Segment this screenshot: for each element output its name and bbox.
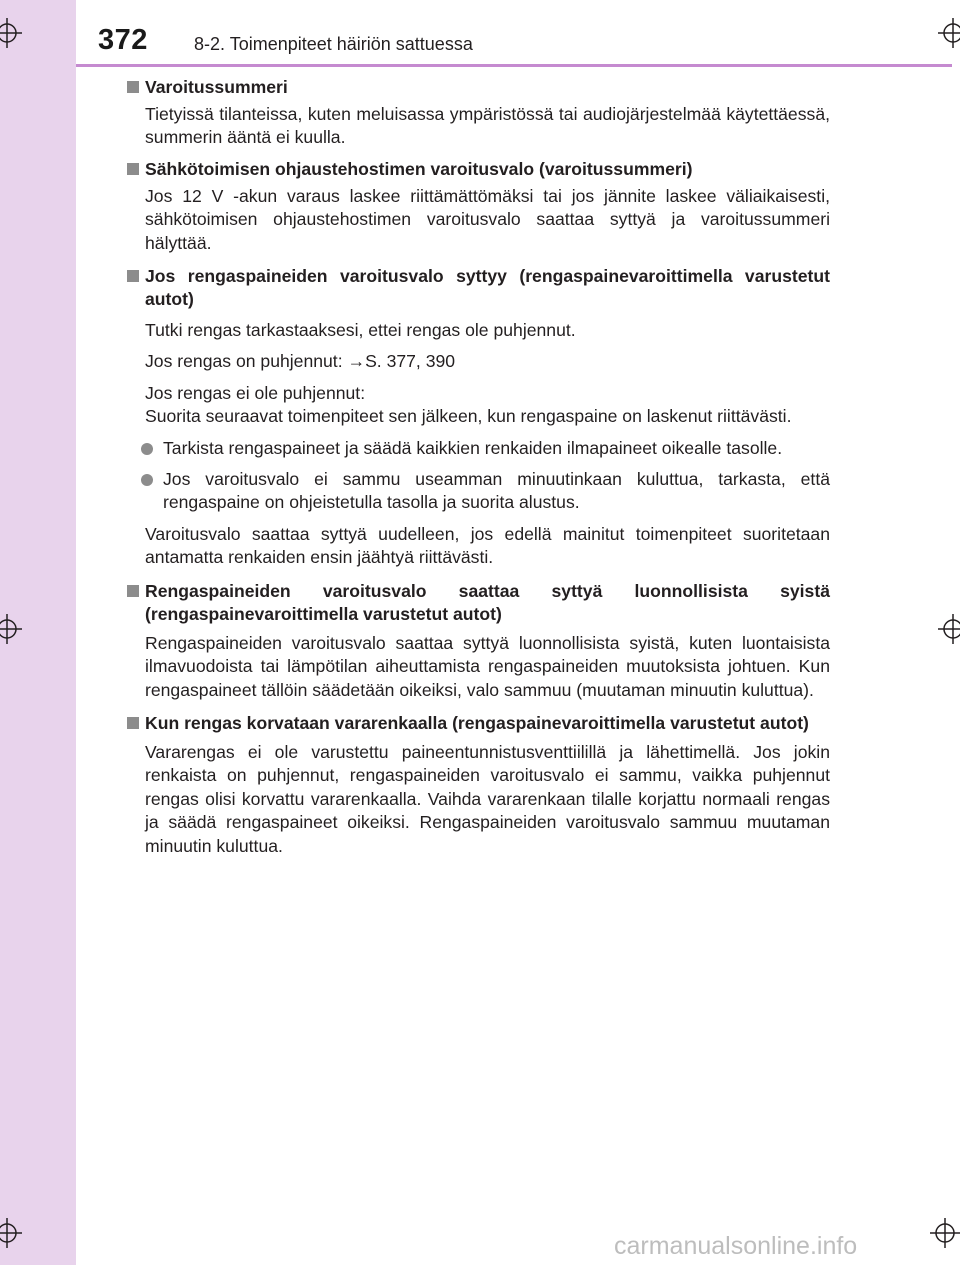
bullet-item xyxy=(127,437,830,460)
header-rule xyxy=(76,64,952,67)
registration-mark-icon xyxy=(0,18,22,48)
section-heading-text: Kun rengas korvataan vararenkaalla (rengaspainevaroittimella varustetut autot) xyxy=(145,712,809,733)
bullet-text: Tarkista rengaspaineet ja säädä kaikkien renkaiden ilmapaineet oikealle tasolle. xyxy=(163,437,783,458)
watermark: carmanualsonline.info xyxy=(614,1232,858,1260)
registration-mark-icon xyxy=(930,1218,960,1248)
bullet-item xyxy=(127,468,830,515)
paragraph: Rengaspaineiden varoitusvalo saattaa syttyä luonnollisista syistä, kuten luontaisista ilmavuodoista tai lämpötilan aiheuttamista rengaspaineiden muutoksista johtuen. Kun rengaspaineet tällöin säädetään oikeiksi, valo sammuu (muutaman minuutin kuluttua). xyxy=(145,632,830,700)
bullet-dot-icon xyxy=(141,474,153,486)
registration-mark-icon xyxy=(938,18,960,48)
registration-mark-icon xyxy=(938,614,960,644)
paragraph: Tutki rengas tarkastaaksesi, ettei rengas ole puhjennut. xyxy=(145,320,576,341)
paragraph: Suorita seuraavat toimenpiteet sen jälkeen, kun rengaspaine on laskenut riittävästi. xyxy=(145,406,792,427)
paragraph: Vararengas ei ole varustettu paineentunnistusventtiilillä ja lähettimellä. Jos jokin renkaista on puhjennut, rengaspaineiden varoitusvalo ei sammu, vaikka puhjennut rengas olisi korvattu vararenkaalla. Vaihda vararenkaan tilalle korjattu normaali rengas ja säädä rengaspaineet oikeiksi. Rengaspaineiden varoitusvalo sammuu muutaman minuutin kuluttua. xyxy=(145,741,830,856)
paragraph: Varoitusvalo saattaa syttyä uudelleen, jos edellä mainitut toimenpiteet suoritetaan antamatta renkaiden ensin jäähtyä riittävästi. xyxy=(145,523,830,568)
registration-mark-icon xyxy=(0,1218,22,1248)
section-heading-text: Rengaspaineiden varoitusvalo saattaa syttyä luonnollisista syistä (rengaspainevaroittimella varustetut autot) xyxy=(145,580,830,624)
section-heading xyxy=(127,712,830,735)
paragraph: Jos rengas on puhjennut: →S. 377, 390 xyxy=(145,351,456,372)
paragraph: Jos 12 V -akun varaus laskee riittämättömäksi tai jos jännite laskee väliaikaisesti, sähkötoimisen ohjaustehostimen varoitusvalo saattaa syttyä ja varoitussummeri hälyttää. xyxy=(145,185,830,253)
paragraph: Tietyissä tilanteissa, kuten meluisassa ympäristössä tai audiojärjestelmää käytettäessä, summerin ääntä ei kuulla. xyxy=(145,104,830,148)
section-heading-text: Sähkötoimisen ohjaustehostimen varoitusvalo (varoitussummeri) xyxy=(145,158,693,179)
section-title: 8-2. Toimenpiteet häiriön sattuessa xyxy=(194,34,473,54)
page-number: 372 xyxy=(98,24,148,56)
section-heading xyxy=(127,265,830,311)
paragraph: Jos rengas ei ole puhjennut: xyxy=(145,382,366,403)
section-heading xyxy=(127,580,830,626)
page-content xyxy=(127,76,830,858)
bullet-dot-icon xyxy=(141,443,153,455)
section-heading-text: Jos rengaspaineiden varoitusvalo syttyy (rengaspainevaroittimella varustetut autot) xyxy=(145,266,830,310)
section-heading xyxy=(127,76,830,99)
section-heading xyxy=(127,158,830,181)
bullet-text: Jos varoitusvalo ei sammu useamman minuutinkaan kuluttua, tarkasta, että rengaspaine on ohjeistetulla tasolla ja suorita alustus. xyxy=(163,469,830,513)
registration-mark-icon xyxy=(0,614,22,644)
section-heading-text: Varoitussummeri xyxy=(145,77,288,97)
